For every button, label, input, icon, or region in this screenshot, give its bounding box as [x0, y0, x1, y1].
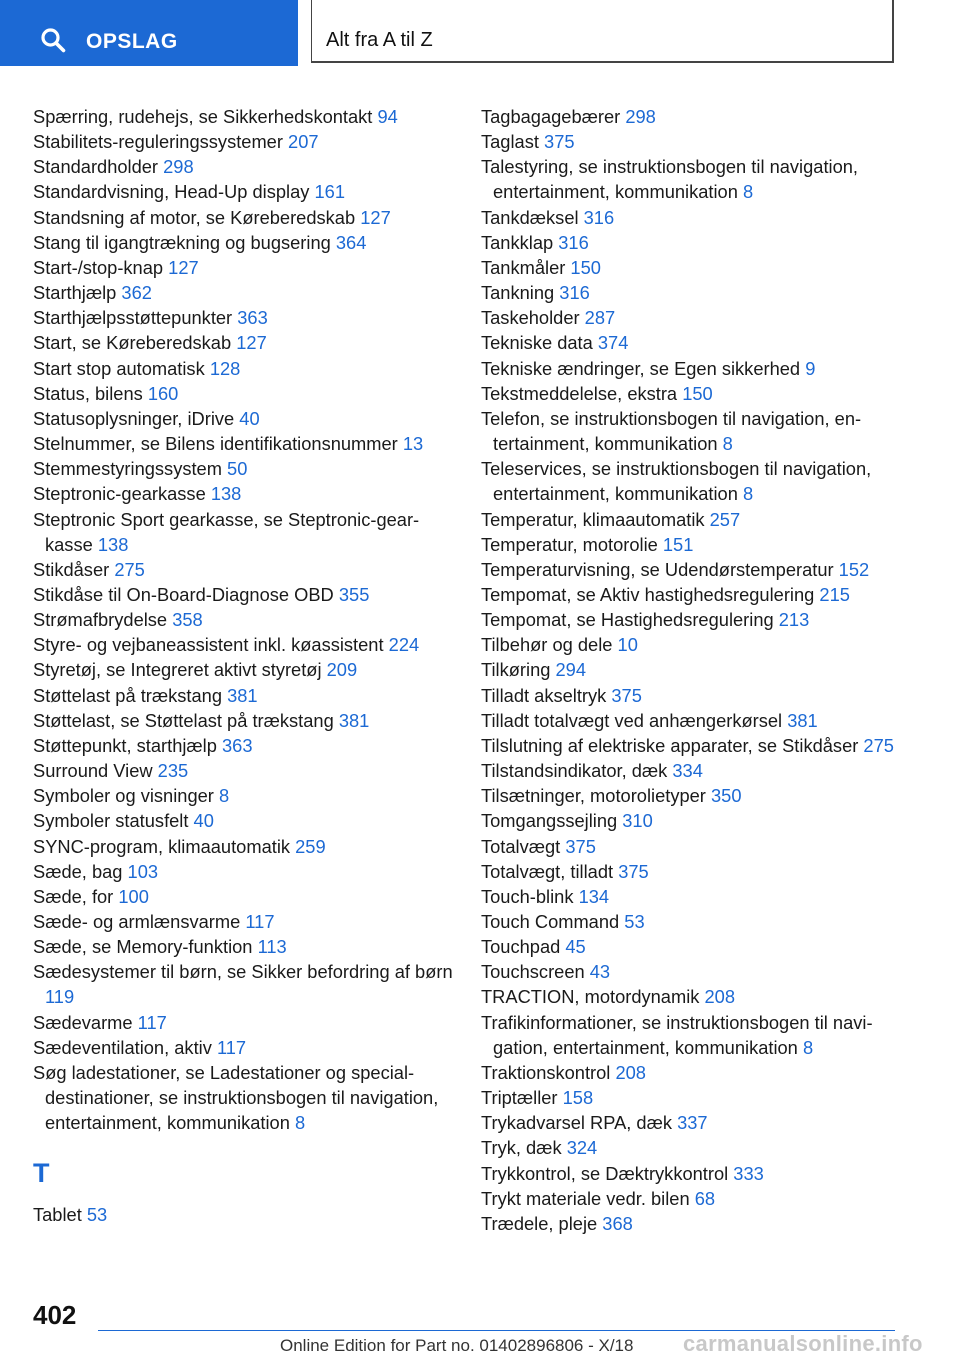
page-link[interactable]: 381: [787, 709, 818, 731]
page-link[interactable]: 53: [86, 1204, 108, 1226]
entry-text: Temperaturvisning, se Udendørstemperatur: [481, 558, 834, 580]
page-link[interactable]: 127: [360, 206, 391, 228]
index-entry: [33, 783, 453, 808]
index-entry: [481, 582, 921, 607]
index-entry: [481, 1211, 921, 1236]
index-entry: [481, 1135, 921, 1160]
page-link[interactable]: 358: [172, 609, 203, 631]
entry-text: SYNC-program, klimaautomatik: [33, 835, 291, 857]
index-entry: [33, 582, 453, 607]
page-link[interactable]: 208: [615, 1061, 646, 1083]
index-entry: [481, 305, 921, 330]
index-entry: [33, 708, 453, 733]
index-entry: [481, 205, 921, 230]
index-entry: [481, 104, 921, 129]
entry-text: Statusoplysninger, iDrive: [33, 407, 235, 429]
page-link[interactable]: 298: [625, 106, 656, 127]
entry-text: Tekniske ændringer, se Egen sikkerhed: [481, 357, 801, 379]
index-entry: [33, 758, 453, 783]
index-entry: [481, 330, 921, 355]
index-entry: [481, 129, 921, 154]
entry-text: Tempomat, se Aktiv hastighedsregulering: [481, 583, 815, 605]
index-entry: [481, 909, 921, 934]
entry-text: Triptæller: [481, 1087, 558, 1109]
index-entry: [481, 1161, 921, 1186]
page-link[interactable]: 294: [555, 659, 587, 681]
page-link[interactable]: 363: [222, 734, 253, 756]
entry-text: Symboler statusfelt: [33, 810, 189, 832]
entry-text: Totalvægt: [481, 835, 561, 857]
index-entry: [33, 205, 453, 230]
page-link[interactable]: 138: [97, 533, 129, 555]
page-link[interactable]: 100: [118, 885, 149, 907]
entry-text: Temperatur, klimaautomatik: [481, 508, 705, 530]
page-link[interactable]: 8: [742, 181, 754, 203]
page-link[interactable]: 316: [559, 282, 590, 304]
entry-text: Touchpad: [481, 936, 561, 958]
entry-text: Støttelast på trækstang: [33, 684, 222, 706]
page-link[interactable]: 151: [662, 533, 694, 555]
entry-text: Standsning af motor, se Køreberedskab: [33, 206, 356, 228]
page-link[interactable]: 362: [121, 282, 152, 304]
page-link[interactable]: 127: [168, 256, 199, 278]
index-entry: [33, 431, 453, 456]
entry-text: Sæde, bag: [33, 860, 123, 882]
entry-text: Trædele, pleje: [481, 1212, 598, 1234]
page-link[interactable]: 150: [682, 382, 713, 404]
entry-text: Tekniske data: [481, 332, 593, 354]
index-entry: [481, 280, 921, 305]
index-entry: [481, 683, 921, 708]
page-link[interactable]: 150: [570, 256, 601, 278]
entry-text: Styre- og vejbaneassistent inkl. køassistent: [33, 634, 384, 656]
index-entry: [33, 959, 453, 1009]
page-link[interactable]: 10: [617, 634, 638, 656]
page-link[interactable]: 298: [163, 156, 194, 178]
page-link[interactable]: 8: [722, 433, 733, 455]
page-link[interactable]: 207: [288, 131, 319, 153]
index-entry: [33, 255, 453, 280]
search-icon: [40, 27, 66, 53]
section-letter: T: [33, 1158, 50, 1189]
page-link[interactable]: 152: [838, 558, 870, 580]
page-link[interactable]: 324: [566, 1137, 598, 1159]
entry-text: Tomgangssejling: [481, 810, 618, 832]
index-entry: [481, 255, 921, 280]
entry-text: Tekstmeddelelse, ekstra: [481, 382, 678, 404]
index-entry: [33, 129, 453, 154]
index-entry: [33, 909, 453, 934]
entry-text: Tilkøring: [481, 659, 551, 681]
page-link[interactable]: 259: [295, 835, 326, 857]
entry-text: Standardholder: [33, 156, 159, 178]
entry-text: Tablet: [33, 1204, 82, 1226]
index-entry: [33, 557, 453, 582]
index-entry: [481, 657, 921, 682]
index-entry: [33, 733, 453, 758]
index-entry: [481, 1186, 921, 1211]
entry-text: Tilslutning af elektriske apparater, se Stikdåser: [481, 734, 859, 756]
index-entry: [33, 632, 453, 657]
page-link[interactable]: 128: [209, 357, 241, 379]
entry-text: TRACTION, motordynamik: [481, 986, 700, 1008]
entry-text: Touchscreen: [481, 961, 585, 983]
edition-info: Online Edition for Part no. 01402896806 - X/18: [280, 1336, 634, 1355]
page-link[interactable]: 13: [402, 433, 424, 455]
index-column-right: [481, 104, 921, 1236]
entry-text: Start, se Køreberedskab: [33, 332, 232, 354]
page-link[interactable]: 375: [565, 835, 596, 857]
entry-text: Tilbehør og dele: [481, 634, 613, 656]
page-link[interactable]: 316: [583, 206, 615, 228]
page-link[interactable]: 208: [704, 986, 736, 1008]
page-link[interactable]: 119: [45, 986, 75, 1008]
entry-text: Telefon, se instruktionsbogen til navigation, entertainment, kommunikation: [481, 407, 862, 455]
page-link[interactable]: 275: [114, 558, 145, 580]
page-link[interactable]: 8: [218, 785, 230, 807]
index-entry: [33, 834, 453, 859]
page-link[interactable]: 337: [677, 1112, 708, 1134]
entry-text: Støttepunkt, starthjælp: [33, 734, 217, 756]
index-entry: [481, 834, 921, 859]
page-link[interactable]: 160: [147, 382, 179, 404]
index-entry: [481, 959, 921, 984]
index-entry: [481, 456, 921, 506]
index-entry: [33, 305, 453, 330]
index-entry: [481, 632, 921, 657]
page-link[interactable]: 316: [558, 231, 589, 253]
entry-text: Tilladt akseltryk: [481, 684, 607, 706]
index-entry: [481, 507, 921, 532]
page-link[interactable]: 113: [257, 936, 287, 958]
index-entry: [481, 406, 921, 456]
entry-text: Stabilitets-reguleringssystemer: [33, 131, 283, 153]
entry-text: Tagbagagebærer: [481, 106, 621, 127]
entry-text: Tempomat, se Hastighedsregulering: [481, 609, 774, 631]
entry-text: Status, bilens: [33, 382, 143, 404]
page-link[interactable]: 310: [622, 810, 653, 832]
index-entry: [481, 1060, 921, 1085]
index-entry: [33, 230, 453, 255]
index-entry: [481, 808, 921, 833]
entry-text: Touch Command: [481, 911, 620, 932]
index-entry: [33, 280, 453, 305]
entry-text: Sæde, for: [33, 885, 114, 907]
index-entry: [481, 1010, 921, 1060]
page-link[interactable]: 53: [624, 911, 645, 932]
section-title: Alt fra A til Z: [326, 29, 433, 51]
entry-text: Tryk, dæk: [481, 1137, 562, 1159]
index-entry: [481, 381, 921, 406]
page-link[interactable]: 9: [805, 357, 816, 379]
page-link[interactable]: 375: [544, 131, 575, 153]
page-number: 402: [33, 1300, 77, 1330]
search-tab-label: OPSLAG: [86, 30, 178, 53]
entry-text: Støttelast, se Støttelast på trækstang: [33, 709, 334, 731]
index-entry: [33, 507, 453, 557]
entry-text: Trafikinformationer, se instruktionsbogen til navigation, entertainment, kommunikation: [481, 1011, 873, 1058]
page-link[interactable]: 368: [602, 1212, 633, 1234]
index-entry: [33, 104, 453, 129]
page-link[interactable]: 374: [597, 332, 629, 354]
entry-text: Stang til igangtrækning og bugsering: [33, 231, 331, 253]
page-link[interactable]: 350: [710, 785, 742, 807]
page-link[interactable]: 117: [216, 1036, 247, 1058]
page-link[interactable]: 381: [227, 684, 258, 706]
entry-text: Stikdåse til On-Board-Diagnose OBD: [33, 583, 334, 605]
entry-text: Starthjælpsstøttepunkter: [33, 307, 233, 329]
index-entry: [33, 406, 453, 431]
page-link[interactable]: 287: [584, 307, 616, 329]
entry-text: Traktionskontrol: [481, 1061, 611, 1083]
entry-text: Sæde- og armlænsvarme: [33, 911, 241, 932]
entry-text: Totalvægt, tilladt: [481, 860, 614, 882]
page-link[interactable]: 381: [338, 709, 370, 731]
entry-text: Sædevarme: [33, 1011, 133, 1033]
page-link[interactable]: 333: [733, 1162, 764, 1184]
entry-text: Tankmåler: [481, 256, 566, 278]
index-entry: [481, 230, 921, 255]
index-entry: [33, 1060, 453, 1135]
entry-text: Tankning: [481, 282, 555, 304]
index-entry: [33, 859, 453, 884]
page-link[interactable]: 40: [239, 407, 260, 429]
page-link[interactable]: 134: [578, 885, 610, 907]
entry-text: Temperatur, motorolie: [481, 533, 658, 555]
entry-text: Starthjælp: [33, 282, 117, 304]
page-link[interactable]: 161: [314, 181, 346, 203]
entry-text: Trykadvarsel RPA, dæk: [481, 1112, 672, 1134]
page-link[interactable]: 117: [245, 911, 275, 932]
index-entry: [481, 607, 921, 632]
entry-text: Stikdåser: [33, 558, 110, 580]
page-link[interactable]: 50: [227, 458, 248, 480]
page-link[interactable]: 68: [694, 1187, 716, 1209]
index-entry: [481, 708, 921, 733]
page-link[interactable]: 138: [210, 483, 242, 505]
index-column-left: [33, 104, 453, 1228]
page-link[interactable]: 257: [709, 508, 741, 530]
entry-text: Styretøj, se Integreret aktivt styretøj: [33, 659, 322, 681]
entry-text: Steptronic-gearkasse: [33, 483, 206, 505]
index-entry: [33, 1202, 453, 1227]
entry-text: Symboler og visninger: [33, 785, 214, 807]
page-link[interactable]: 158: [562, 1087, 594, 1109]
index-entry: [481, 884, 921, 909]
page-link[interactable]: 127: [236, 332, 267, 354]
index-entry: [481, 984, 921, 1009]
index-entry: [33, 607, 453, 632]
index-entry: [33, 657, 453, 682]
index-entry: [33, 456, 453, 481]
index-entry: [33, 884, 453, 909]
entry-text: Talestyring, se instruktionsbogen til navigation, entertainment, kommunikation: [481, 156, 859, 203]
entry-text: Stemmestyringssystem: [33, 458, 222, 480]
index-entry: [33, 683, 453, 708]
page-link[interactable]: 94: [377, 106, 398, 127]
entry-text: Taskeholder: [481, 307, 580, 329]
index-entry: [33, 179, 453, 204]
index-entry: [481, 532, 921, 557]
entry-text: Standardvisning, Head-Up display: [33, 181, 310, 203]
index-entry: [33, 330, 453, 355]
entry-text: Taglast: [481, 131, 539, 153]
index-entry: [481, 1085, 921, 1110]
search-tab[interactable]: [0, 0, 298, 66]
index-entry: [33, 381, 453, 406]
entry-text: Strømafbrydelse: [33, 609, 168, 631]
entry-text: Tilsætninger, motorolietyper: [481, 785, 706, 807]
entry-text: Trykt materiale vedr. bilen: [481, 1187, 690, 1209]
entry-text: Stelnummer, se Bilens identifikationsnummer: [33, 433, 398, 455]
entry-text: Start-/stop-knap: [33, 256, 164, 278]
entry-text: Sæde, se Memory-funktion: [33, 936, 253, 958]
page-link[interactable]: 103: [127, 860, 159, 882]
entry-text: Sædeventilation, aktiv: [33, 1036, 212, 1058]
index-entry: [481, 733, 921, 758]
index-entry: [481, 154, 921, 204]
index-entry: [33, 1035, 453, 1060]
index-entry: [481, 1110, 921, 1135]
page-link[interactable]: 375: [618, 860, 649, 882]
page-link[interactable]: 8: [742, 483, 754, 505]
entry-text: Tankdæksel: [481, 206, 579, 228]
page-link[interactable]: 45: [565, 936, 586, 958]
index-entry: [33, 154, 453, 179]
page-link[interactable]: 43: [589, 961, 611, 983]
page-link[interactable]: 224: [388, 634, 420, 656]
index-entry: [33, 934, 453, 959]
entry-text: Sædesystemer til børn, se Sikker befordring af børn: [33, 961, 453, 983]
entry-text: Trykkontrol, se Dæktrykkontrol: [481, 1162, 729, 1184]
page-link[interactable]: 209: [326, 659, 358, 681]
page-link[interactable]: 364: [335, 231, 367, 253]
entry-text: Spærring, rudehejs, se Sikkerhedskontakt: [33, 106, 373, 127]
page-link[interactable]: 213: [778, 609, 810, 631]
page-link[interactable]: 275: [863, 734, 894, 756]
page-link[interactable]: 215: [819, 583, 850, 605]
entry-text: Tilstandsindikator, dæk: [481, 760, 668, 782]
page-link[interactable]: 40: [193, 810, 214, 832]
watermark: carmanualsonline.info: [683, 1331, 923, 1356]
entry-text: Tilladt totalvægt ved anhængerkørsel: [481, 709, 783, 731]
index-entry: [481, 557, 921, 582]
entry-text: Tankklap: [481, 231, 554, 253]
entry-text: Teleservices, se instruktionsbogen til navigation, entertainment, kommunikation: [481, 458, 872, 505]
index-entry: [481, 934, 921, 959]
entry-text: Surround View: [33, 760, 153, 782]
section-header: [311, 0, 894, 63]
index-entry: [33, 356, 453, 381]
index-entry: [481, 356, 921, 381]
index-entry: [33, 1010, 453, 1035]
page-link[interactable]: 235: [157, 760, 189, 782]
page-link[interactable]: 375: [611, 684, 642, 706]
page-link[interactable]: 8: [802, 1036, 814, 1058]
index-entry: [481, 783, 921, 808]
entry-text: Start stop automatisk: [33, 357, 205, 379]
page-link[interactable]: 8: [294, 1112, 306, 1134]
entry-text: Søg ladestationer, se Ladestationer og specialdestinationer, se instruktionsbogen til navigation, entertainment, kommunikation: [33, 1061, 439, 1134]
entry-text: Touch-blink: [481, 885, 574, 907]
page-link[interactable]: 334: [672, 760, 703, 782]
entry-text: Steptronic Sport gearkasse, se Steptronic-gearkasse: [33, 508, 420, 555]
page-link[interactable]: 355: [338, 583, 370, 605]
index-entry: [33, 808, 453, 833]
page-link[interactable]: 363: [237, 307, 268, 329]
index-entry: [481, 758, 921, 783]
page-link[interactable]: 117: [137, 1011, 167, 1033]
index-entry: [33, 481, 453, 506]
index-entry: [481, 859, 921, 884]
